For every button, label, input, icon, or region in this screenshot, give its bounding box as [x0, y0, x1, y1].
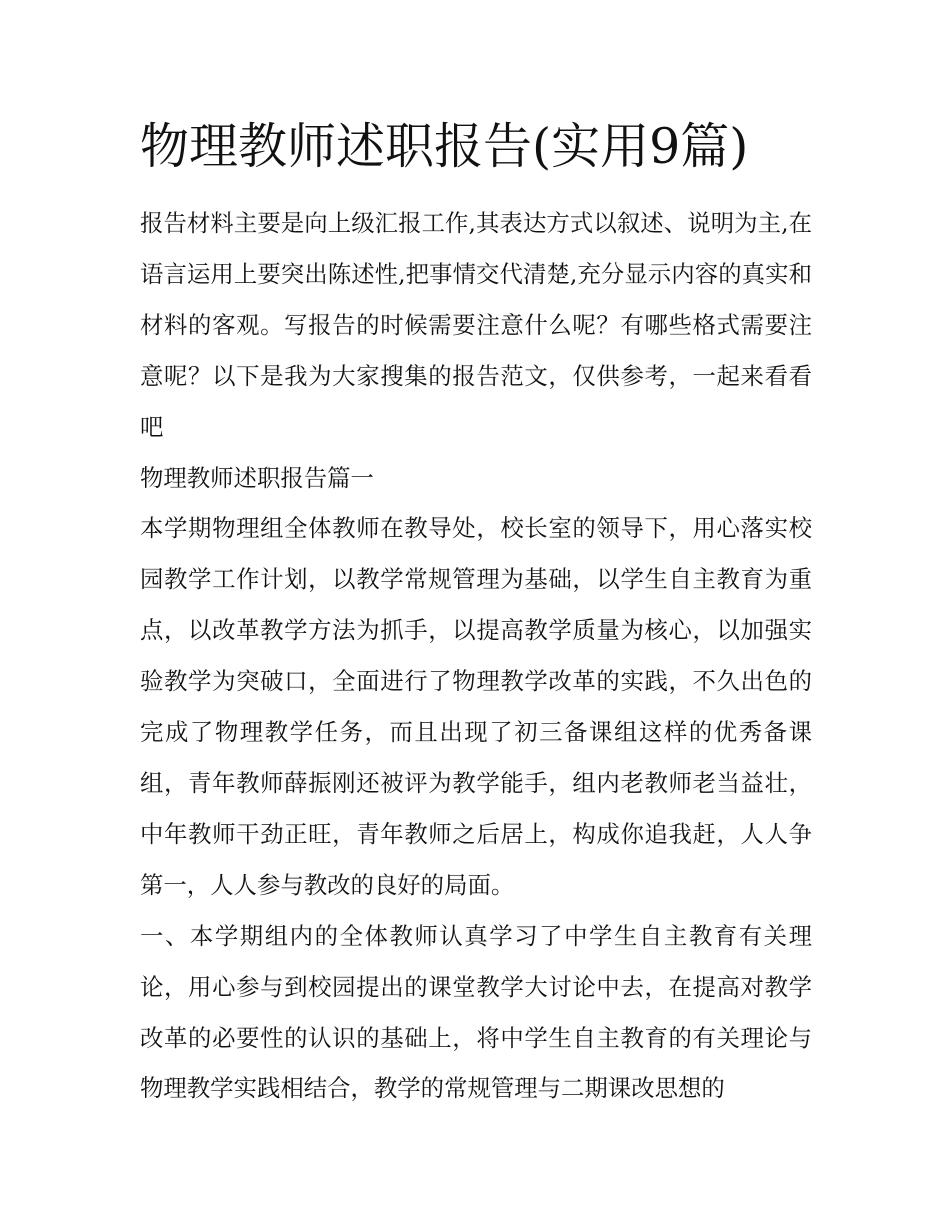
document-title: 物理教师述职报告(实用9篇) — [140, 118, 749, 175]
intro-paragraph: 报告材料主要是向上级汇报工作,其表达方式以叙述、说明为主,在语言运用上要突出陈述性,把事情交代清楚,充分显示内容的真实和材料的客观。写报告的时候需要注意什么呢？有哪些格式需要注意呢？以下是我为大家搜集的报告范文，仅供参考，一起来看看吧 — [140, 209, 812, 441]
body-paragraph: 本学期物理组全体教师在教导处，校长室的领导下，用心落实校园教学工作计划，以教学常规管理为基础，以学生自主教育为重点，以改革教学方法为抓手，以提高教学质量为核心，以加强实验教学为突破口，全面进行了物理教学改革的实践，不久出色的完成了物理教学任务，而且出现了初三备课组这样的优秀备课组，青年教师薛振刚还被评为教学能手，组内老教师老当益壮，中年教师干劲正旺，青年教师之后居上，构成你追我赶，人人争第一，人人参与教改的良好的局面。 — [140, 514, 812, 899]
section-heading: 物理教师述职报告篇一 — [140, 463, 374, 492]
document-body — [140, 198, 812, 1114]
body-paragraph: 一、本学期组内的全体教师认真学习了中学生自主教育有关理论，用心参与到校园提出的课堂教学大讨论中去，在提高对教学改革的必要性的认识的基础上，将中学生自主教育的有关理论与物理教学实践相结合，教学的常规管理与二期课改思想的 — [140, 921, 812, 1103]
